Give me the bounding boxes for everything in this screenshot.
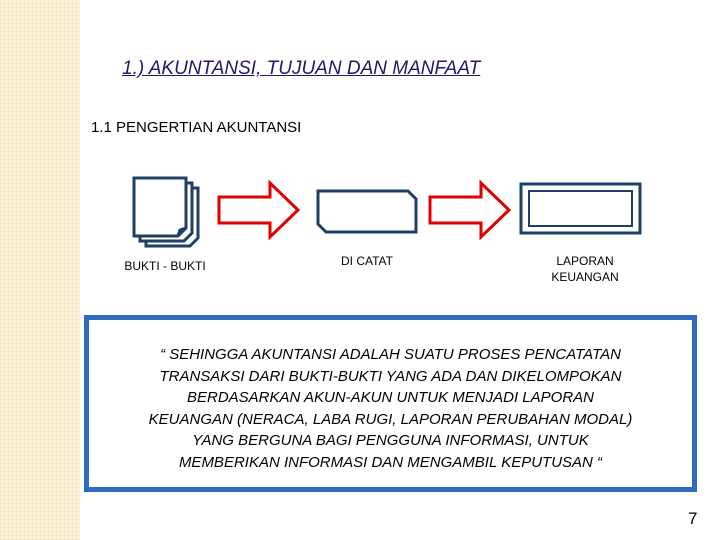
record-box-icon [318, 191, 416, 232]
definition-line: BERDASARKAN AKUN-AKUN UNTUK MENJADI LAPORAN [186, 389, 594, 406]
label-bukti: BUKTI - BUKTI [124, 259, 206, 273]
arrow-right-icon [219, 183, 298, 237]
arrow-right-icon [430, 183, 509, 237]
definition-line: “ SEHINGGA AKUNTANSI ADALAH SUATU PROSES PENCATATAN [160, 346, 621, 363]
slide-title: 1.) AKUNTANSI, TUJUAN DAN MANFAAT [122, 58, 481, 79]
definition-callout [84, 315, 697, 492]
definition-text [89, 344, 692, 473]
definition-line: YANG BERGUNA BAGI PENGGUNA INFORMASI, UNTUK [192, 432, 589, 449]
report-box-icon [521, 184, 640, 233]
label-dicatat: DI CATAT [341, 254, 393, 268]
label-laporan-line2: KEUANGAN [551, 270, 619, 284]
definition-line: MEMBERIKAN INFORMASI DAN MENGAMBIL KEPUTUSAN “ [178, 453, 603, 471]
section-heading: 1.1 PENGERTIAN AKUNTANSI [91, 119, 302, 136]
definition-line: TRANSAKSI DARI BUKTI-BUKTI YANG ADA DAN DIKELOMPOKAN [159, 367, 622, 385]
documents-icon [134, 178, 198, 246]
definition-line: KEUANGAN (NERACA, LABA RUGI, LAPORAN PERUBAHAN MODAL) [148, 410, 633, 428]
page-number: 7 [688, 509, 698, 528]
label-laporan-line1: LAPORAN [556, 254, 614, 268]
